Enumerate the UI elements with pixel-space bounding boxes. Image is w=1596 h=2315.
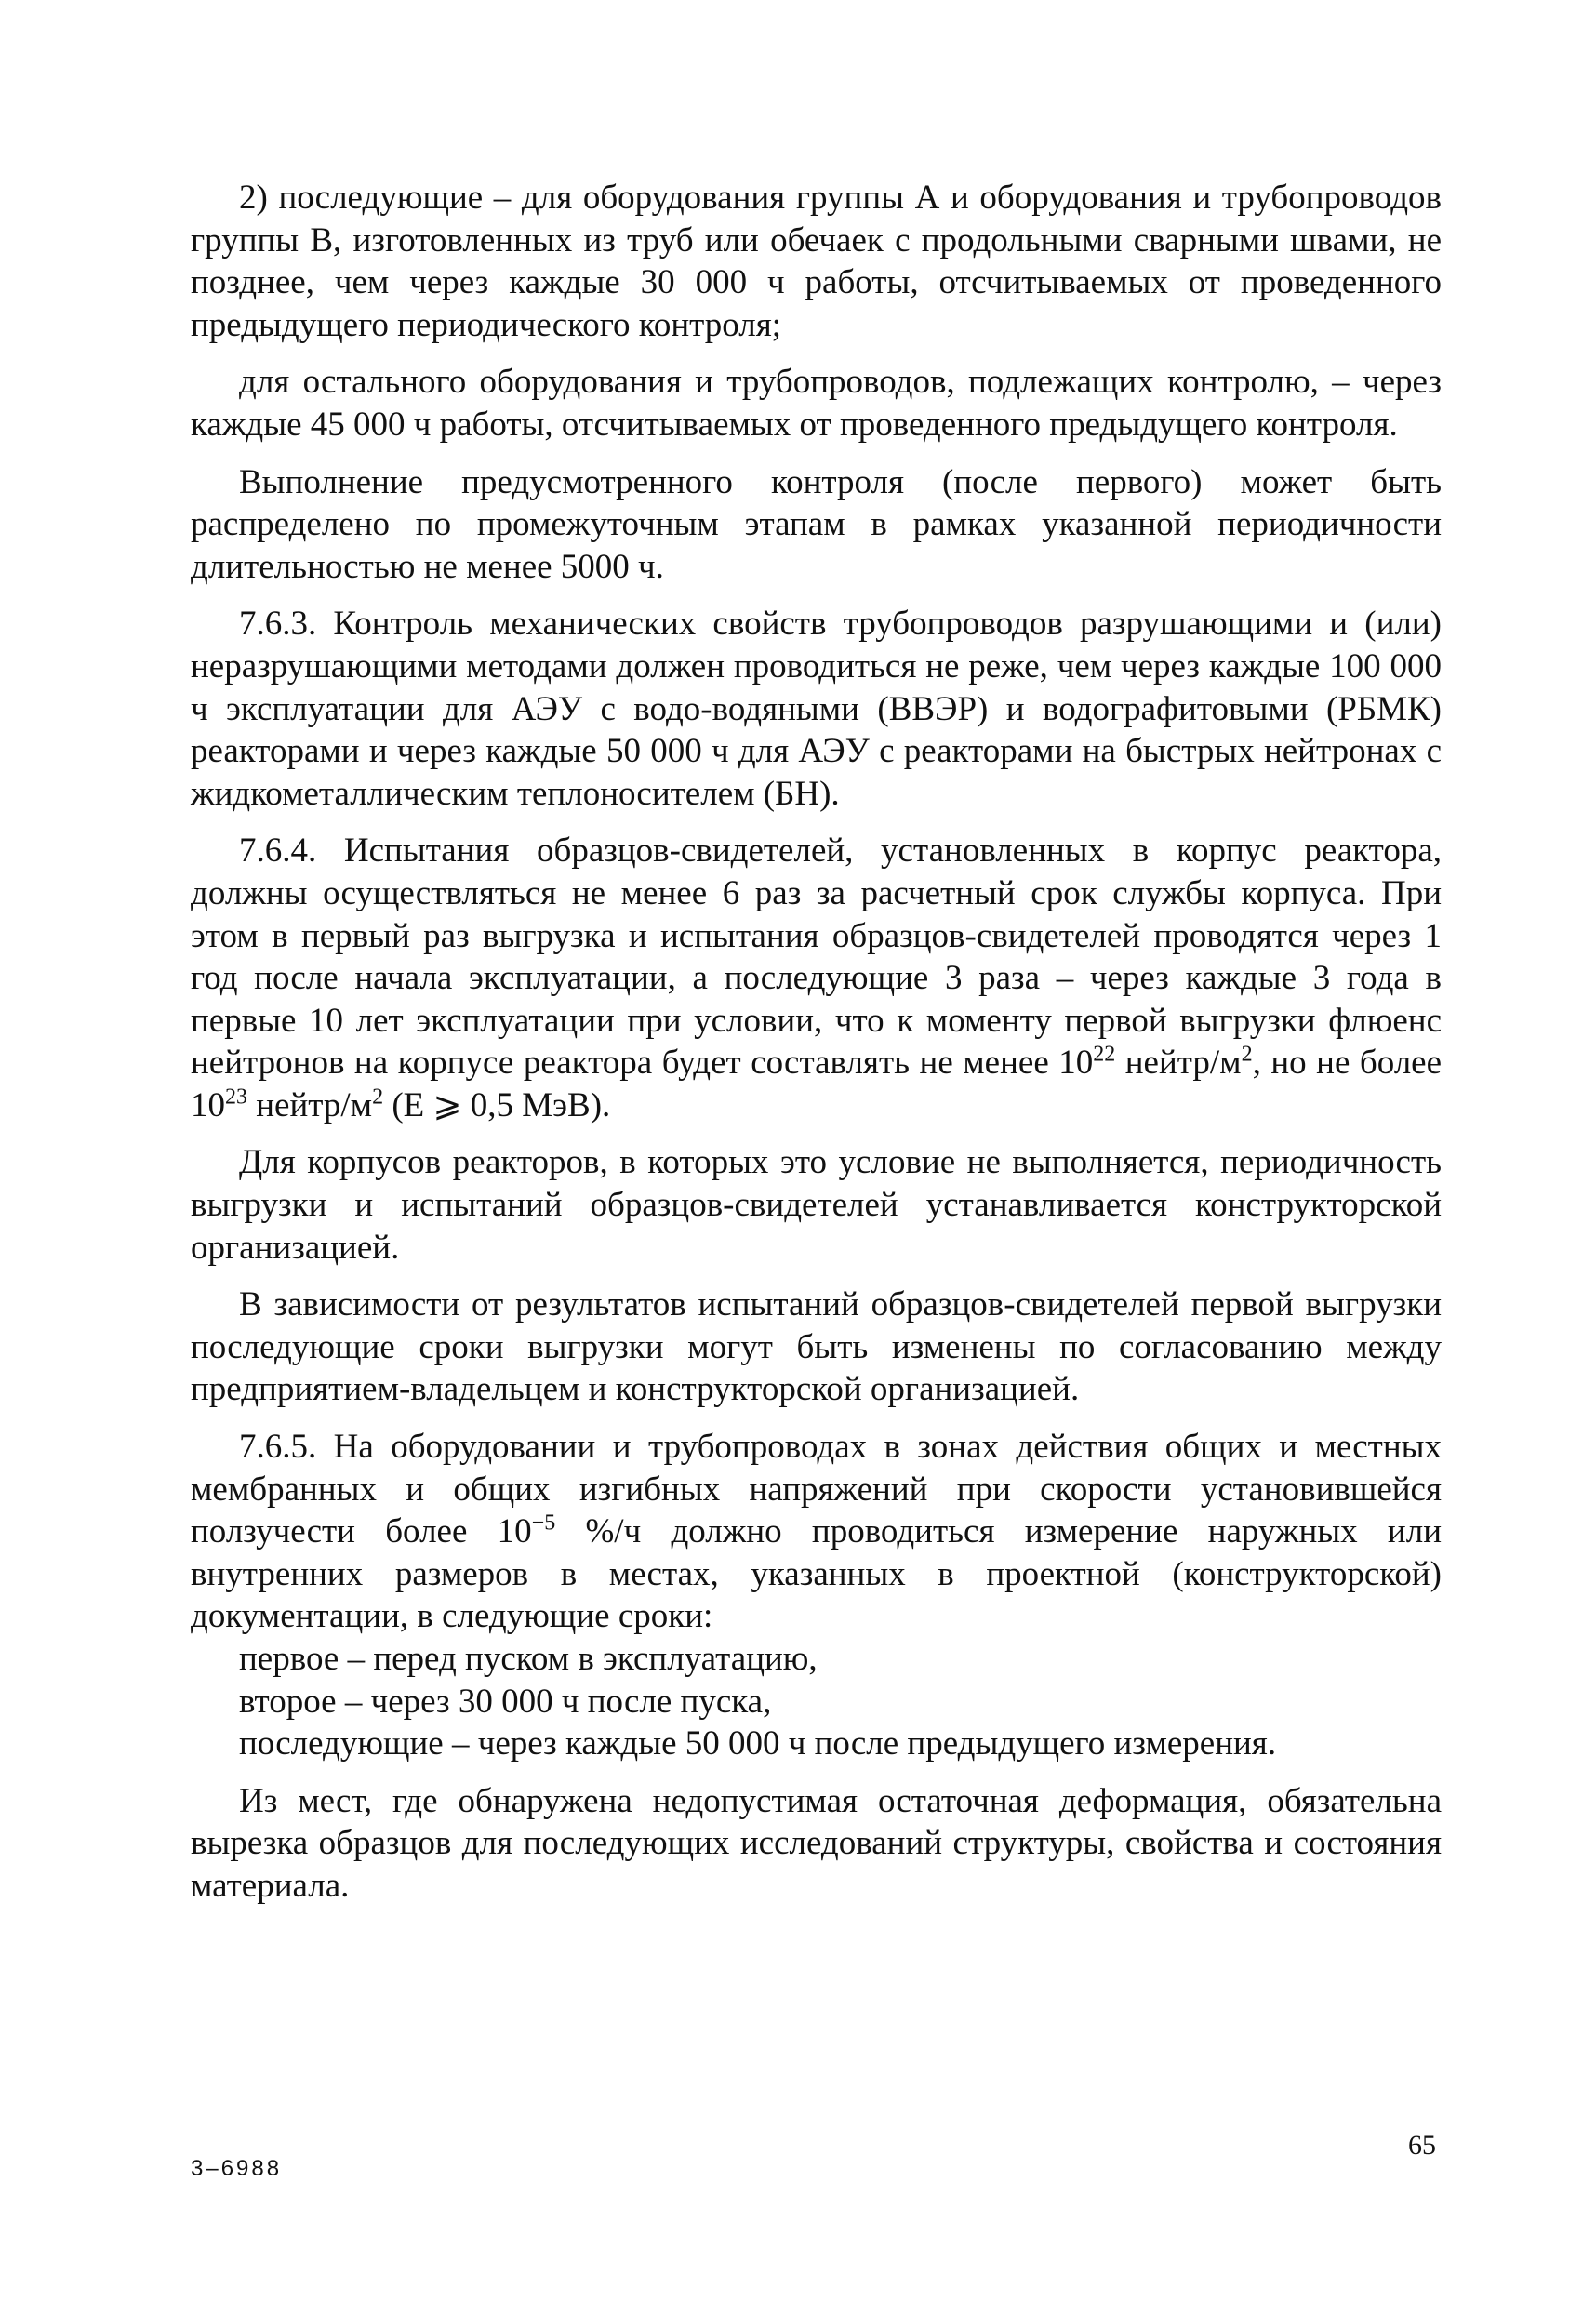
paragraph-subsequent-control: 2) последующие – для оборудования группы А и оборудования и трубопроводов группы В, изготовленных из труб или обечаек с продольными сварными швами, не позднее, чем через каждые 30 000 ч работы, отсчитываемых от проведенного предыдущего периодического контроля; xyxy=(191,179,1442,344)
measurement-schedule-list xyxy=(191,1638,1442,1765)
exponent-22: 22 xyxy=(1093,1042,1116,1067)
paragraph-7-6-5-text-2: %/ч должно проводиться измерение наружных или внутренних размеров в местах, указанных в проектной (конструкторской) документации, в следующие сроки: xyxy=(191,1512,1442,1636)
exponent-23: 23 xyxy=(225,1084,247,1110)
exponent-minus-5: −5 xyxy=(531,1510,556,1536)
paragraph-distribution: Выполнение предусмотренного контроля (после первого) может быть распределено по промежуточным этапам в рамках указанной периодичности длительностью не менее 5000 ч. xyxy=(191,462,1442,586)
paragraph-sample-cutting: Из мест, где обнаружена недопустимая остаточная деформация, обязательна вырезка образцов для последующих исследований структуры, свойства и состояния материала. xyxy=(191,1781,1442,1905)
paragraph-reactor-vessels: Для корпусов реакторов, в которых это условие не выполняется, периодичность выгрузки и испытаний образцов-свидетелей устанавливается конструкторской организацией. xyxy=(191,1143,1442,1267)
paragraph-other-equipment: для остального оборудования и трубопроводов, подлежащих контролю, – через каждые 45 000 ч работы, отсчитываемых от проведенного предыдущего контроля. xyxy=(191,363,1442,444)
paragraph-7-6-4-text-4: нейтр/м xyxy=(247,1085,373,1124)
paragraph-7-6-4 xyxy=(191,830,1442,1126)
document-code: 3–6988 xyxy=(191,2156,283,2181)
list-item: последующие – через каждые 50 000 ч после предыдущего измерения. xyxy=(239,1724,1277,1763)
exponent-m2-b: 2 xyxy=(372,1084,384,1110)
paragraph-7-6-5 xyxy=(191,1426,1442,1638)
paragraph-7-6-4-text-1: 7.6.4. Испытания образцов-свидетелей, установленных в корпус реактора, должны осуществляться не менее 6 раз за расчетный срок службы корпуса. При этом в первый раз выгрузка и испытания образцов-свидетелей проводятся через 1 год после начала эксплуатации, а последующие 3 раза – через каждые 3 года в первые 10 лет эксплуатации при условии, что к моменту первой выгрузки флюенс нейтронов на корпусе реактора будет составлять не менее 10 xyxy=(191,832,1442,1083)
paragraph-7-6-5-text-1: 7.6.5. На оборудовании и трубопроводах в зонах действия общих и местных мембранных и общих изгибных напряжений при скорости установившейся ползучести более 10 xyxy=(191,1428,1442,1551)
list-item: первое – перед пуском в эксплуатацию, xyxy=(239,1640,818,1678)
paragraph-7-6-4-text-5: (E ⩾ 0,5 МэВ). xyxy=(383,1085,611,1124)
paragraph-test-results: В зависимости от результатов испытаний образцов-свидетелей первой выгрузки последующие сроки выгрузки могут быть изменены по согласованию между предприятием-владельцем и конструкторской организацией. xyxy=(191,1285,1442,1409)
paragraph-7-6-3: 7.6.3. Контроль механических свойств трубопроводов разрушающими и (или) неразрушающими методами должен проводиться не реже, чем через каждые 100 000 ч эксплуатации для АЭУ с водо-водяными (ВВЭР) и водографитовыми (РБМК) реакторами и через каждые 50 000 ч для АЭУ с реакторами на быстрых нейтронах с жидкометаллическим теплоносителем (БН). xyxy=(191,605,1442,813)
paragraph-7-6-4-text-3: , но не более 10 xyxy=(191,1044,1443,1124)
page-number: 65 xyxy=(1408,2130,1436,2161)
paragraph-7-6-4-text-2: нейтр/м xyxy=(1115,1044,1242,1083)
text-body xyxy=(191,177,1442,1923)
exponent-m2-a: 2 xyxy=(1241,1042,1253,1067)
list-item: второе – через 30 000 ч после пуска, xyxy=(239,1682,772,1721)
